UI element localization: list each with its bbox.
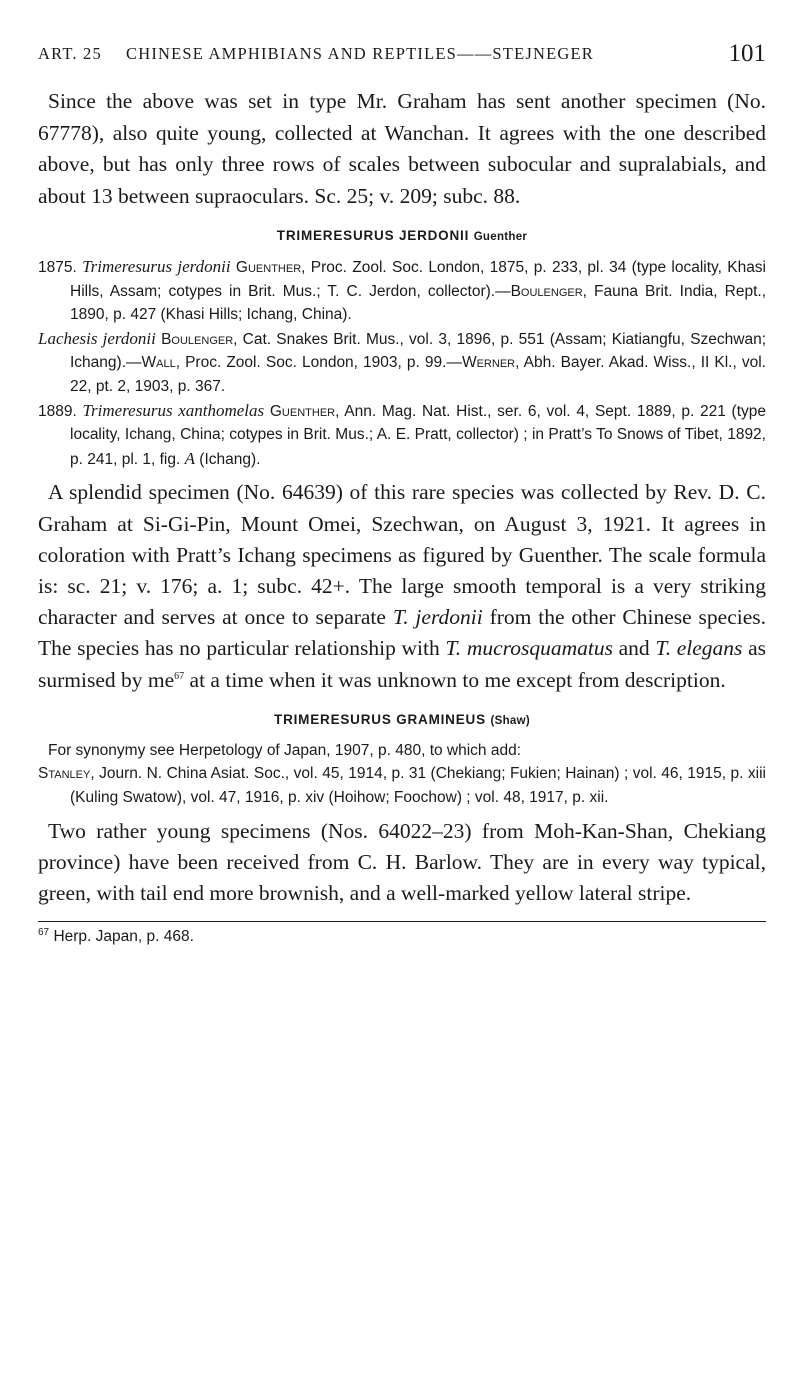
taxon-name: T. elegans xyxy=(655,636,743,661)
text-run: A splendid specimen (No. 64639) of this rare species was collected by Rev. D. C. Graham at Si-Gi-Pin, Mount Omei, Szechwan, on August 3, 1921. It agrees in coloration with Pratt’s Ichang specimens as figured by Guenther. The scale formula is: sc. 21; v. 176; a. 1; subc. 42+. The large smooth temporal is a very striking character and serves at once to separate xyxy=(38,480,766,630)
taxon-name: T. jerdonii xyxy=(392,605,483,630)
species-heading-name: TRIMERESURUS GRAMINEUS xyxy=(274,711,486,727)
footnote-number: 67 xyxy=(38,927,50,938)
specimen-paragraph-gramineus: Two rather young specimens (Nos. 64022–23) from Moh-Kan-Shan, Chekiang province) have been received from C. H. Barlow. They are in every way typical, green, with tail end more brownish, and a well-marked yellow lateral stripe. xyxy=(38,818,766,905)
reference-entry xyxy=(38,327,766,399)
running-title: CHINESE AMPHIBIANS AND REPTILES——STEJNEGER xyxy=(126,44,594,63)
article-number: ART. 25 xyxy=(38,44,102,63)
running-head xyxy=(38,34,766,74)
ref-taxon: Trimeresurus xanthomelas xyxy=(82,400,265,420)
ref-taxon: Trimeresurus jerdonii xyxy=(82,257,231,276)
species-heading-jerdonii xyxy=(38,228,766,243)
footnote xyxy=(38,928,766,946)
text-run: from the other Chinese species. The species has no particular relationship with xyxy=(38,605,766,661)
text-run: and xyxy=(612,636,656,661)
ref-author: Werner xyxy=(461,354,516,372)
footnote-text: Herp. Japan, p. 468. xyxy=(53,928,194,946)
text-run: at a time when it was unknown to me except from description. xyxy=(184,667,726,692)
ref-citation: , Cat. Snakes Brit. Mus., vol. 3, 1896, p. 551 (Assam; Kiatiangfu, Szechwan; Ichang).— xyxy=(70,330,767,372)
ref-citation: , Fauna Brit. India, Rept., 1890, p. 427 (Khasi Hills; Ichang, China). xyxy=(70,282,766,324)
reference-entry xyxy=(38,255,766,327)
ref-author: Guenther xyxy=(235,259,302,276)
specimen-paragraph-jerdonii xyxy=(38,477,766,695)
synonymy-list-jerdonii xyxy=(38,255,766,471)
taxon-name: T. mucrosquamatus xyxy=(445,636,613,661)
ref-author: Boulenger xyxy=(510,282,583,300)
ref-citation: , Journ. N. China Asiat. Soc., vol. 45, 1914, p. 31 (Chekiang; Fukien; Hainan) ; vol. 46, 1915, p. xiii (Kuling Swatow), vol. 47, 1916, p. xiv (Hoihow; Foochow) ; vol. 48, 1917, p. xii. xyxy=(70,765,766,806)
synonymy-note: For synonymy see Herpetology of Japan, 1907, p. 480, to which add: xyxy=(48,741,522,759)
ref-citation: , Abh. Bayer. Akad. Wiss., II Kl., vol. 22, pt. 2, 1903, p. 367. xyxy=(70,354,766,395)
ref-author: Guenther xyxy=(269,402,336,420)
ref-citation: , Proc. Zool. Soc. London, 1903, p. 99.— xyxy=(175,354,462,372)
ref-year: 1875. xyxy=(38,259,77,276)
ref-citation: , Ann. Mag. Nat. Hist., ser. 6, vol. 4, Sept. 1889, p. 221 (type locality, Ichang, China; cotypes in Brit. Mus.; A. E. Pratt, collector) ; in Pratt’s To Snows of Tibet, 1892, p. 241, pl. 1, fig. xyxy=(70,402,766,468)
footnote-marker: 67 xyxy=(174,670,185,682)
ref-taxon: Lachesis jerdonii xyxy=(38,328,156,348)
species-heading-gramineus xyxy=(38,712,766,727)
page-number: 101 xyxy=(728,40,766,67)
ref-figure: A xyxy=(184,448,195,468)
lead-paragraph: Since the above was set in type Mr. Graham has sent another specimen (No. 67778), also quite young, collected at Wanchan. It agrees with the one described above, but has only three rows of scales between subocular and supralabials, and about 13 between supraoculars. Sc. 25; v. 209; subc. 88. xyxy=(38,89,766,208)
ref-author: Boulenger xyxy=(161,330,234,348)
species-heading-author: (Shaw) xyxy=(490,714,530,727)
ref-author: Wall xyxy=(141,354,176,372)
text-run: as surmised by me xyxy=(38,636,766,692)
ref-citation: (Ichang). xyxy=(195,450,261,468)
reference-entry xyxy=(38,762,766,809)
species-heading-author: Guenther xyxy=(473,231,528,243)
reference-entry xyxy=(38,399,766,472)
footnote-rule xyxy=(38,921,766,922)
page xyxy=(38,34,766,946)
ref-citation: , Proc. Zool. Soc. London, 1875, p. 233, pl. 34 (type locality, Khasi Hills, Assam; cotypes in Brit. Mus.; T. C. Jerdon, collector).— xyxy=(70,259,767,300)
ref-year: 1889. xyxy=(38,402,77,420)
species-heading-name: TRIMERESURUS JERDONII xyxy=(276,228,470,243)
ref-author: Stanley xyxy=(38,765,91,783)
